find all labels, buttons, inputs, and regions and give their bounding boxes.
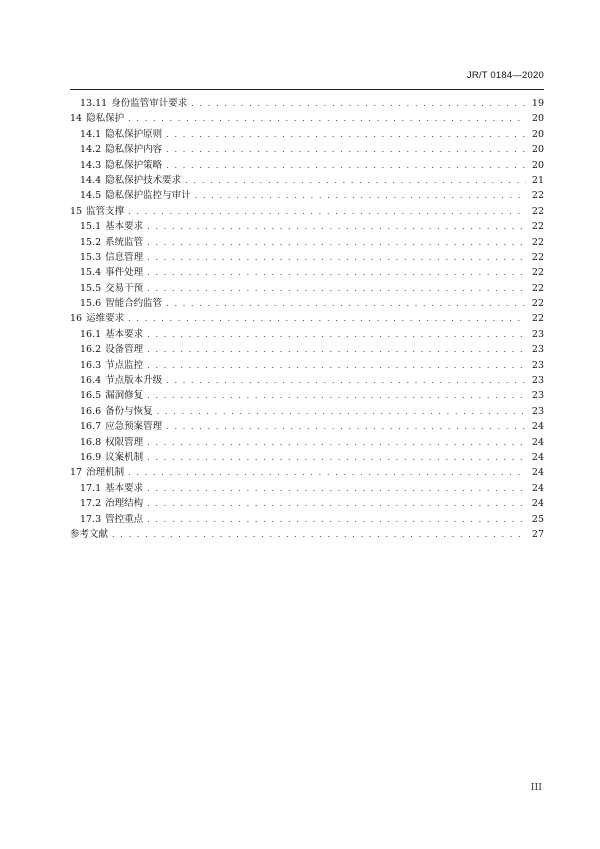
toc-entry-page: 24 xyxy=(531,498,544,510)
dot-leader xyxy=(128,204,526,219)
toc-entry[interactable] xyxy=(70,235,544,250)
dot-leader xyxy=(147,327,526,342)
table-of-contents xyxy=(70,96,544,542)
toc-entry-number: 14.3 xyxy=(80,159,102,171)
toc-entry-number: 17.2 xyxy=(80,498,102,510)
toc-entry-number: 14 xyxy=(70,113,83,125)
toc-entry-title: 信息管理 xyxy=(105,251,144,263)
toc-entry-number: 13.11 xyxy=(80,97,108,109)
toc-entry-title: 隐私保护 xyxy=(86,113,125,125)
toc-entry-title: 治理结构 xyxy=(105,498,144,510)
toc-entry-title: 应急预案管理 xyxy=(105,421,163,433)
toc-entry-number: 16.8 xyxy=(80,436,102,448)
header-divider xyxy=(70,89,544,90)
toc-entry-title: 权限管理 xyxy=(105,436,144,448)
toc-entry-page: 24 xyxy=(531,467,544,479)
dot-leader xyxy=(166,158,526,173)
toc-entry[interactable] xyxy=(70,435,544,450)
toc-entry[interactable] xyxy=(70,404,544,419)
toc-entry-number: 17 xyxy=(70,467,83,479)
toc-entry-title: 系统监管 xyxy=(105,236,144,248)
dot-leader xyxy=(147,250,526,265)
toc-entry-title: 监管支撑 xyxy=(86,205,125,217)
dot-leader xyxy=(147,281,526,296)
dot-leader xyxy=(147,496,526,511)
toc-entry-page: 24 xyxy=(531,451,544,463)
dot-leader xyxy=(147,481,526,496)
toc-entry-title: 身份监管审计要求 xyxy=(111,97,188,109)
toc-entry-page: 19 xyxy=(531,97,544,109)
toc-entry[interactable] xyxy=(70,388,544,403)
toc-entry-number: 16.2 xyxy=(80,344,102,356)
dot-leader xyxy=(147,435,526,450)
toc-entry-page: 22 xyxy=(531,267,544,279)
toc-entry[interactable] xyxy=(70,527,544,542)
toc-entry-title: 隐私保护策略 xyxy=(105,159,163,171)
toc-entry-page: 25 xyxy=(531,513,544,525)
toc-entry-number: 14.5 xyxy=(80,190,102,202)
toc-entry[interactable] xyxy=(70,173,544,188)
toc-entry-number: 16.5 xyxy=(80,390,102,402)
dot-leader xyxy=(128,111,526,126)
toc-entry[interactable] xyxy=(70,311,544,326)
toc-entry-title: 交易干预 xyxy=(105,282,144,294)
dot-leader xyxy=(185,173,526,188)
toc-entry-page: 22 xyxy=(531,282,544,294)
toc-entry-number: 16.4 xyxy=(80,375,102,387)
toc-entry-page: 22 xyxy=(531,190,544,202)
toc-entry[interactable] xyxy=(70,204,544,219)
toc-entry-page: 22 xyxy=(531,251,544,263)
toc-entry-title: 基本要求 xyxy=(105,482,144,494)
toc-entry-title: 隐私保护技术要求 xyxy=(105,174,182,186)
toc-entry-page: 20 xyxy=(531,144,544,156)
toc-entry-title: 事件处理 xyxy=(105,267,144,279)
page-number: III xyxy=(530,782,542,793)
toc-entry-number: 15.4 xyxy=(80,267,102,279)
toc-entry-title: 管控重点 xyxy=(105,513,144,525)
dot-leader xyxy=(147,450,526,465)
toc-entry[interactable] xyxy=(70,296,544,311)
toc-entry[interactable] xyxy=(70,419,544,434)
dot-leader xyxy=(147,235,526,250)
toc-entry[interactable] xyxy=(70,158,544,173)
toc-entry-title: 议案机制 xyxy=(105,451,144,463)
dot-leader xyxy=(147,219,526,234)
document-code: JR/T 0184—2020 xyxy=(466,70,544,81)
toc-entry-page: 24 xyxy=(531,482,544,494)
dot-leader xyxy=(147,265,526,280)
dot-leader xyxy=(166,142,526,157)
toc-entry-page: 23 xyxy=(531,344,544,356)
toc-entry-number: 16.1 xyxy=(80,328,102,340)
dot-leader xyxy=(157,404,526,419)
toc-entry-page: 20 xyxy=(531,113,544,125)
toc-entry[interactable] xyxy=(70,265,544,280)
toc-entry-number: 15.2 xyxy=(80,236,102,248)
toc-entry-number: 17.3 xyxy=(80,513,102,525)
toc-entry[interactable] xyxy=(70,465,544,480)
dot-leader xyxy=(166,419,526,434)
toc-entry-page: 22 xyxy=(531,236,544,248)
toc-entry[interactable] xyxy=(70,142,544,157)
dot-leader xyxy=(147,342,526,357)
dot-leader xyxy=(112,527,526,542)
toc-entry[interactable] xyxy=(70,327,544,342)
dot-leader xyxy=(147,512,526,527)
toc-entry-page: 23 xyxy=(531,405,544,417)
toc-entry-page: 20 xyxy=(531,128,544,140)
toc-entry[interactable] xyxy=(70,250,544,265)
toc-entry-title: 隐私保护原则 xyxy=(105,128,163,140)
toc-entry-title: 基本要求 xyxy=(105,221,144,233)
dot-leader xyxy=(166,127,526,142)
dot-leader xyxy=(128,465,526,480)
toc-entry-number: 15.1 xyxy=(80,221,102,233)
toc-entry[interactable] xyxy=(70,96,544,111)
toc-entry-number: 14.4 xyxy=(80,174,102,186)
toc-entry-page: 23 xyxy=(531,359,544,371)
toc-entry-page: 23 xyxy=(531,328,544,340)
toc-entry-page: 21 xyxy=(531,174,544,186)
toc-entry-number: 15.3 xyxy=(80,251,102,263)
toc-entry-page: 23 xyxy=(531,375,544,387)
toc-entry[interactable] xyxy=(70,111,544,126)
toc-entry-title: 设备管理 xyxy=(105,344,144,356)
toc-entry-number: 16.6 xyxy=(80,405,102,417)
toc-entry[interactable] xyxy=(70,496,544,511)
toc-entry-title: 备份与恢复 xyxy=(105,405,153,417)
toc-entry[interactable] xyxy=(70,188,544,203)
toc-entry[interactable] xyxy=(70,127,544,142)
toc-entry-title: 基本要求 xyxy=(105,328,144,340)
toc-entry-number: 17.1 xyxy=(80,482,102,494)
toc-entry[interactable] xyxy=(70,373,544,388)
toc-entry-title: 治理机制 xyxy=(86,467,125,479)
toc-entry-number: 15.6 xyxy=(80,298,102,310)
toc-entry[interactable] xyxy=(70,219,544,234)
toc-entry[interactable] xyxy=(70,512,544,527)
toc-entry-number: 14.2 xyxy=(80,144,102,156)
toc-entry-page: 22 xyxy=(531,205,544,217)
toc-entry-title: 运维要求 xyxy=(86,313,125,325)
toc-entry-title: 节点监控 xyxy=(105,359,144,371)
toc-entry-number: 16.3 xyxy=(80,359,102,371)
dot-leader xyxy=(147,388,526,403)
toc-entry-number: 16.7 xyxy=(80,421,102,433)
toc-entry-title: 参考文献 xyxy=(70,528,109,540)
toc-entry-number: 15.5 xyxy=(80,282,102,294)
toc-entry[interactable] xyxy=(70,358,544,373)
toc-entry-title: 隐私保护监控与审计 xyxy=(105,190,191,202)
toc-entry[interactable] xyxy=(70,342,544,357)
toc-entry-number: 16.9 xyxy=(80,451,102,463)
toc-entry[interactable] xyxy=(70,281,544,296)
toc-entry-title: 漏洞修复 xyxy=(105,390,144,402)
toc-entry-page: 23 xyxy=(531,390,544,402)
dot-leader xyxy=(147,358,526,373)
toc-entry[interactable] xyxy=(70,450,544,465)
toc-entry-page: 27 xyxy=(531,528,544,540)
toc-entry-page: 20 xyxy=(531,159,544,171)
toc-entry-title: 节点版本升级 xyxy=(105,375,163,387)
toc-entry-page: 24 xyxy=(531,436,544,448)
toc-entry-number: 16 xyxy=(70,313,83,325)
toc-entry-title: 智能合约监管 xyxy=(105,298,163,310)
toc-entry[interactable] xyxy=(70,481,544,496)
toc-entry-page: 22 xyxy=(531,221,544,233)
dot-leader xyxy=(166,373,526,388)
dot-leader xyxy=(195,188,526,203)
toc-entry-page: 22 xyxy=(531,298,544,310)
toc-entry-title: 隐私保护内容 xyxy=(105,144,163,156)
toc-entry-page: 24 xyxy=(531,421,544,433)
dot-leader xyxy=(191,96,526,111)
dot-leader xyxy=(128,311,526,326)
toc-entry-number: 15 xyxy=(70,205,83,217)
toc-entry-number: 14.1 xyxy=(80,128,102,140)
toc-entry-page: 22 xyxy=(531,313,544,325)
dot-leader xyxy=(166,296,526,311)
